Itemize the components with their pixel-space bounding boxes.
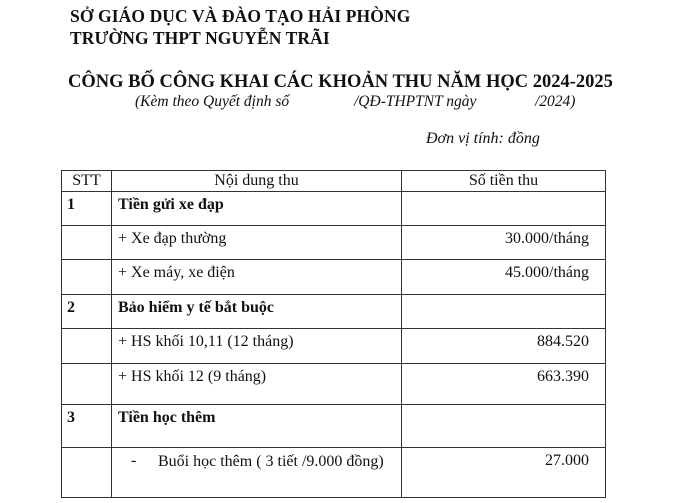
table-row	[62, 329, 606, 364]
header-stt: STT	[62, 171, 112, 192]
fee-table	[61, 170, 606, 498]
row-stt	[62, 448, 112, 498]
row-content-text: Buổi học thêm ( 3 tiết /9.000 đồng)	[158, 453, 384, 470]
document-title: CÔNG BỐ CÔNG KHAI CÁC KHOẢN THU NĂM HỌC 2024-2025	[68, 72, 613, 92]
row-content: + Xe máy, xe điện	[112, 260, 402, 295]
row-stt: 1	[62, 192, 112, 226]
subtitle-decision-code: /QĐ-THPTNT ngày	[354, 93, 477, 110]
row-content: + Xe đạp thường	[112, 226, 402, 260]
unit-note: Đơn vị tính: đồng	[426, 130, 540, 147]
subtitle-decision-label: (Kèm theo Quyết định số	[135, 93, 290, 110]
row-amount	[402, 192, 606, 226]
row-stt: 2	[62, 295, 112, 329]
row-amount	[402, 295, 606, 329]
row-stt	[62, 329, 112, 364]
table-row	[62, 448, 606, 498]
row-stt	[62, 364, 112, 405]
section-title: Bảo hiểm y tế bắt buộc	[112, 295, 402, 329]
table-row	[62, 295, 606, 329]
dash-bullet: -	[131, 452, 137, 469]
row-stt	[62, 260, 112, 295]
table-row	[62, 260, 606, 295]
department-name: SỞ GIÁO DỤC VÀ ĐÀO TẠO HẢI PHÒNG	[70, 6, 411, 26]
row-amount	[402, 405, 606, 448]
header-amount: Số tiền thu	[402, 171, 606, 192]
table-row	[62, 192, 606, 226]
row-content: + HS khối 10,11 (12 tháng)	[112, 329, 402, 364]
row-amount: 30.000/tháng	[402, 226, 606, 260]
row-amount: 884.520	[402, 329, 606, 364]
section-title: Tiền gửi xe đạp	[112, 192, 402, 226]
row-amount: 45.000/tháng	[402, 260, 606, 295]
school-name: TRƯỜNG THPT NGUYỄN TRÃI	[70, 28, 330, 48]
row-content	[112, 448, 402, 498]
row-content: + HS khối 12 (9 tháng)	[112, 364, 402, 405]
table-row	[62, 226, 606, 260]
header-content: Nội dung thu	[112, 171, 402, 192]
section-title: Tiền học thêm	[112, 405, 402, 448]
table-header-row	[62, 171, 606, 192]
row-stt	[62, 226, 112, 260]
row-amount: 27.000	[402, 448, 606, 498]
table-row	[62, 405, 606, 448]
row-stt: 3	[62, 405, 112, 448]
subtitle-year: /2024)	[535, 93, 576, 110]
row-amount: 663.390	[402, 364, 606, 405]
table-row	[62, 364, 606, 405]
